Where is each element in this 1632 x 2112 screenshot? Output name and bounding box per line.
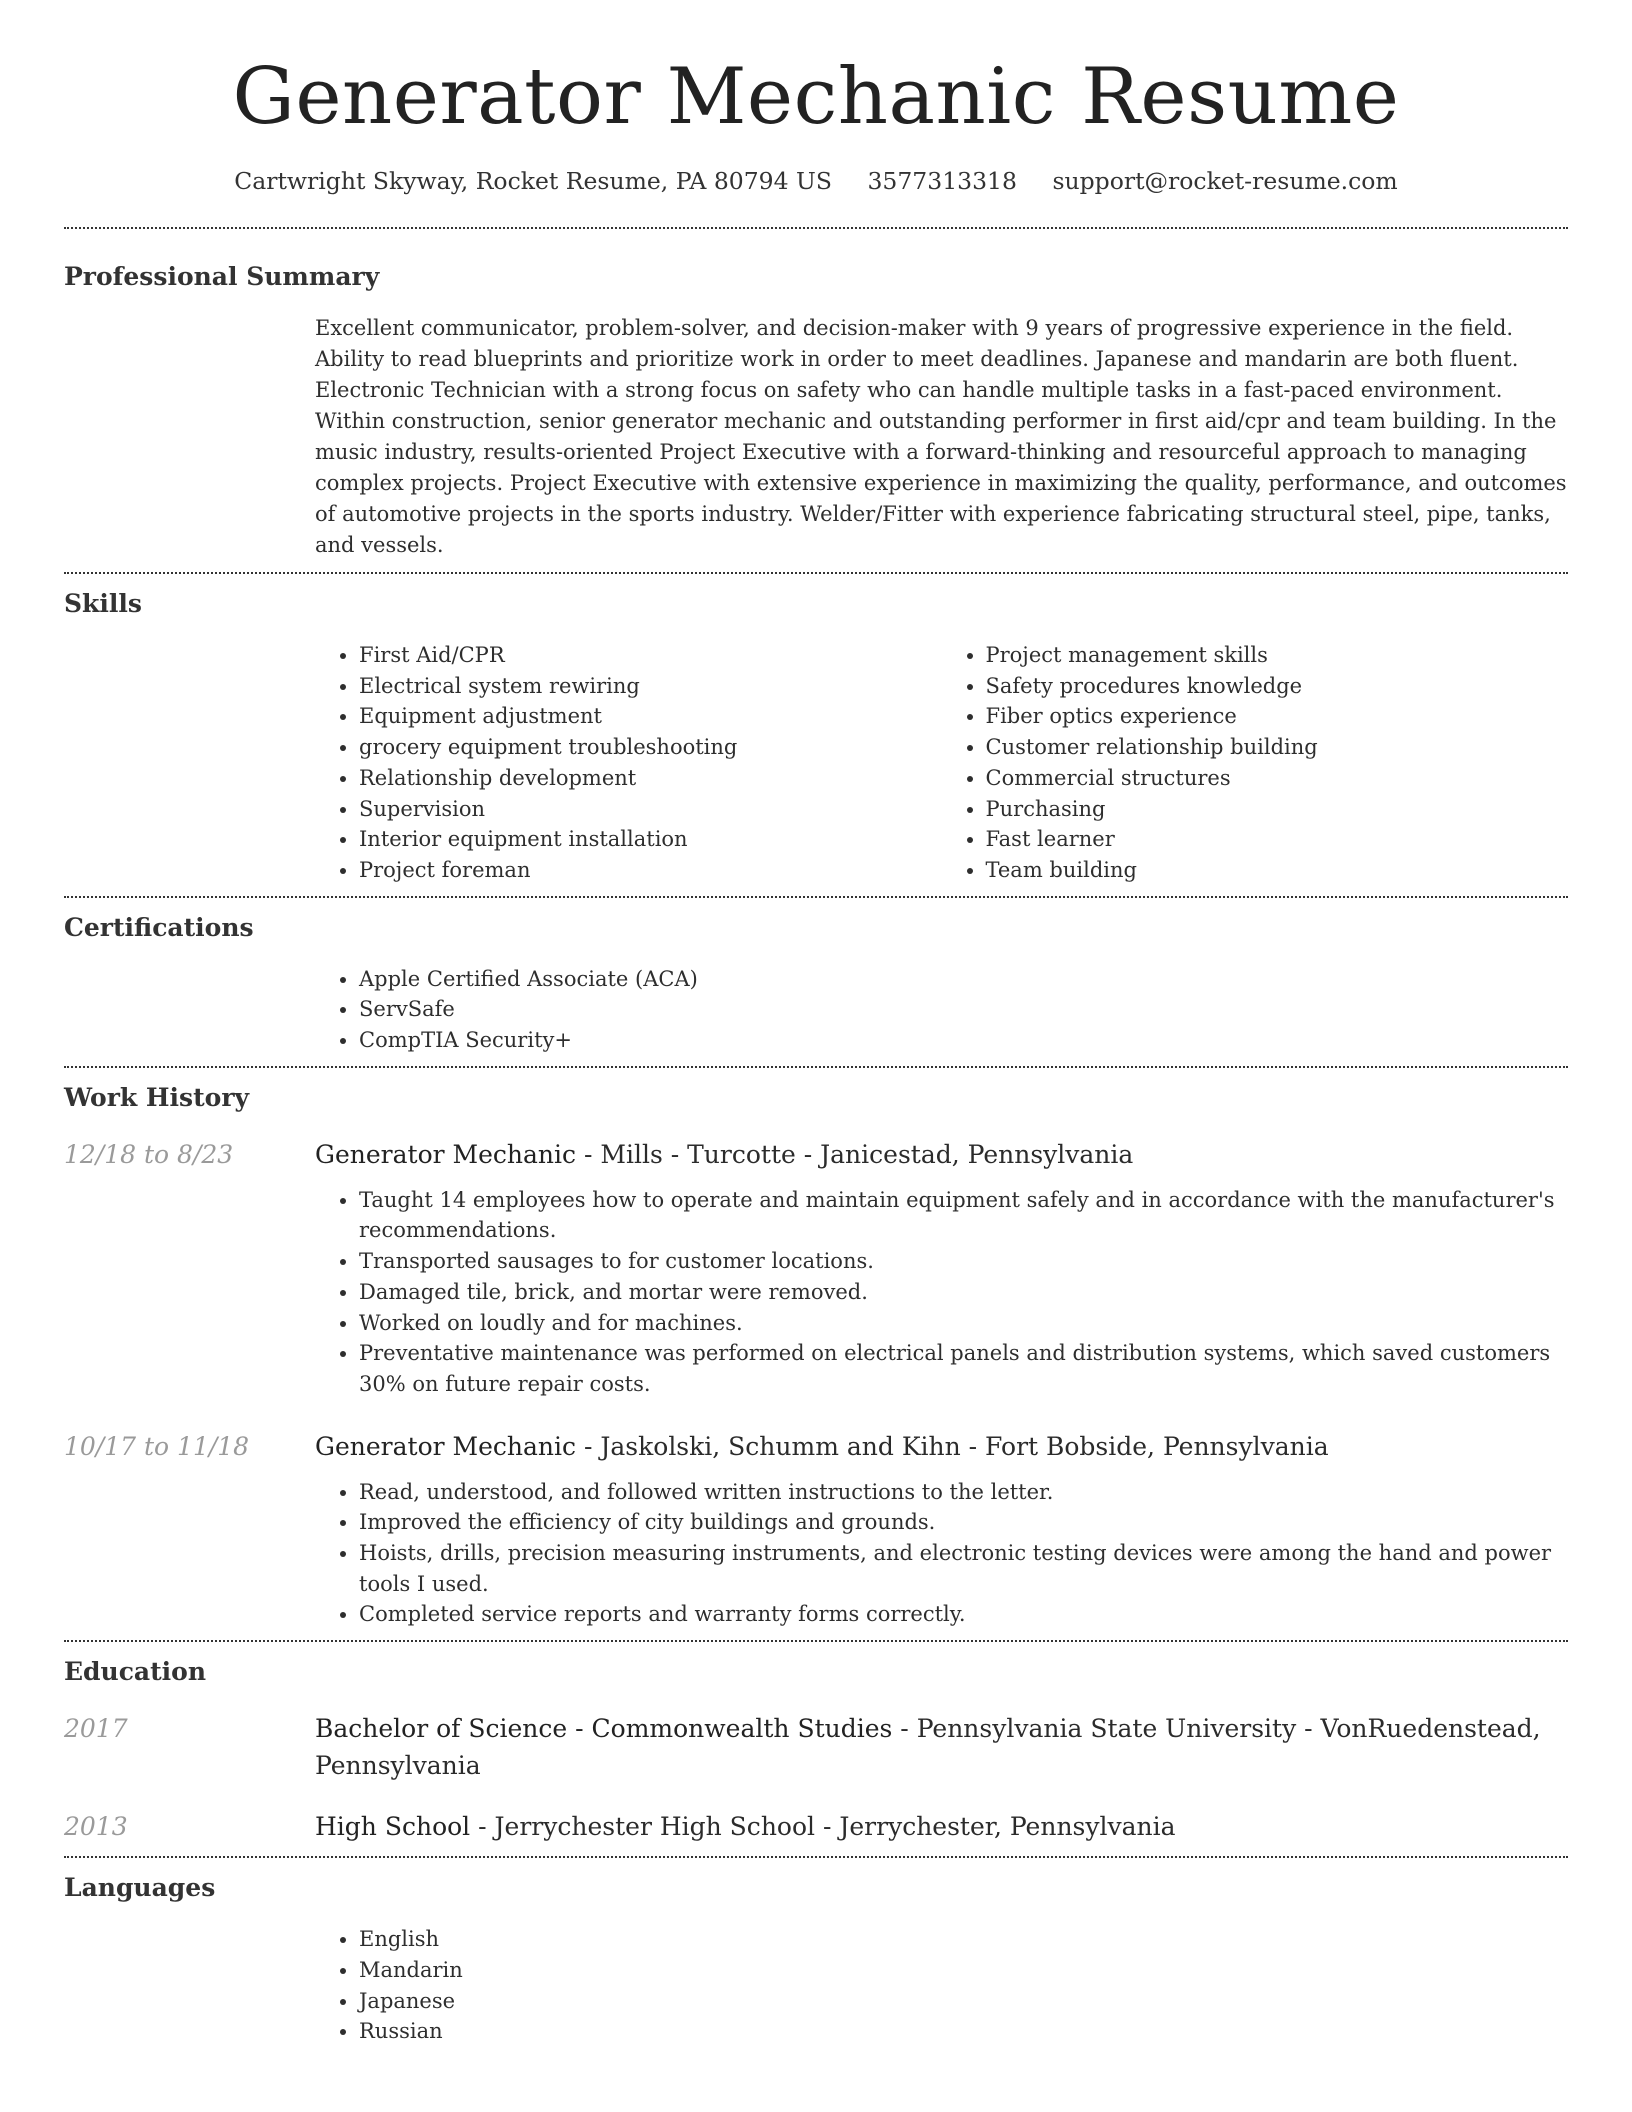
- education-section: [64, 1654, 1568, 1845]
- skills-list-right: [942, 640, 1569, 886]
- certifications-section: [64, 910, 1568, 1056]
- contact-line: [64, 164, 1568, 198]
- list-item: • Improved the efficiency of city buildings and grounds.: [359, 1507, 1568, 1538]
- job-role: Generator Mechanic: [315, 1139, 577, 1169]
- list-item: • Japanese: [359, 1986, 1568, 2017]
- list-item: • Customer relationship building: [986, 732, 1569, 763]
- list-item: • Preventative maintenance was performed on electrical panels and distribution systems, which saved customers 30% on future repair costs.: [359, 1338, 1568, 1399]
- list-item: • Transported sausages to for customer locations.: [359, 1246, 1568, 1277]
- list-item: • Taught 14 employees how to operate and maintain equipment safely and in accordance with the manufacturer's recommendations.: [359, 1185, 1568, 1246]
- list-item: • Supervision: [359, 794, 942, 825]
- education-degree: Bachelor of Science - Commonwealth Studies: [315, 1714, 893, 1744]
- job-title: [315, 1428, 1329, 1465]
- list-item: • CompTIA Security+: [359, 1025, 1568, 1056]
- list-item: • Apple Certified Associate (ACA): [359, 964, 1568, 995]
- section-divider: [64, 572, 1568, 574]
- work-history-section: [64, 1080, 1568, 1630]
- list-item: • grocery equipment troubleshooting: [359, 732, 942, 763]
- list-item: • Fast learner: [986, 824, 1569, 855]
- job-company: - Mills - Turcotte - Janicestad, Pennsylvania: [576, 1139, 1134, 1169]
- languages-heading: Languages: [64, 1873, 216, 1903]
- list-item: • Commercial structures: [986, 763, 1569, 794]
- list-item: • Worked on loudly and for machines.: [359, 1308, 1568, 1339]
- section-divider: [64, 1066, 1568, 1068]
- section-divider: [64, 227, 1568, 229]
- job-bullets: [315, 1185, 1568, 1400]
- list-item: • Purchasing: [986, 794, 1569, 825]
- list-item: • Safety procedures knowledge: [986, 671, 1569, 702]
- job-date: 10/17 to 11/18: [64, 1431, 250, 1461]
- job-title: [315, 1136, 1133, 1173]
- job-date: 12/18 to 8/23: [64, 1139, 234, 1169]
- list-item: • Interior equipment installation: [359, 824, 942, 855]
- list-item: • ServSafe: [359, 994, 1568, 1025]
- list-item: • Fiber optics experience: [986, 701, 1569, 732]
- education-degree: High School: [315, 1812, 471, 1842]
- contact-email: support@rocket-resume.com: [1052, 167, 1398, 195]
- education-title: [315, 1710, 1568, 1784]
- list-item: • Completed service reports and warranty forms correctly.: [359, 1599, 1568, 1630]
- education-school: - Pennsylvania State University - VonRuedenstead, Pennsylvania: [315, 1714, 1541, 1781]
- section-divider: [64, 896, 1568, 898]
- job-entry: [64, 1136, 1568, 1173]
- summary-text: Excellent communicator, problem-solver, and decision-maker with 9 years of progressive experience in the field. Ability to read blueprints and prioritize work in order to meet deadlines. Japanese and mandarin are both fluent. Electronic Technician with a strong focus on safety who can handle multiple tasks in a fast-paced environment. Within construction, senior generator mechanic and outstanding performer in first aid/cpr and team building. In the music industry, results-oriented Project Executive with a forward-thinking and resourceful approach to managing complex projects. Project Executive with extensive experience in maximizing the quality, performance, and outcomes of automotive projects in the sports industry. Welder/Fitter with experience fabricating structural steel, pipe, tanks, and vessels.: [315, 316, 1567, 557]
- list-item: • Project management skills: [986, 640, 1569, 671]
- education-entry: [64, 1808, 1568, 1845]
- languages-section: [64, 1870, 1568, 2047]
- education-date: 2013: [64, 1812, 128, 1842]
- education-entry: [64, 1710, 1568, 1784]
- contact-phone: 3577313318: [867, 167, 1017, 195]
- education-date: 2017: [64, 1714, 128, 1744]
- list-item: • Equipment adjustment: [359, 701, 942, 732]
- list-item: • Russian: [359, 2016, 1568, 2047]
- skills-section: [64, 586, 1568, 886]
- resume-page: [64, 0, 1568, 2047]
- list-item: • Relationship development: [359, 763, 942, 794]
- job-entry: [64, 1428, 1568, 1465]
- summary-heading: Professional Summary: [64, 262, 380, 291]
- job-company: - Jaskolski, Schumm and Kihn - Fort Bobside, Pennsylvania: [576, 1431, 1329, 1461]
- list-item: • Hoists, drills, precision measuring instruments, and electronic testing devices were among the hand and power tools I used.: [359, 1538, 1568, 1599]
- languages-list: [315, 1924, 1568, 2047]
- list-item: • Project foreman: [359, 855, 942, 886]
- list-item: • Team building: [986, 855, 1569, 886]
- job-role: Generator Mechanic: [315, 1431, 577, 1461]
- education-heading: Education: [64, 1657, 207, 1687]
- job-bullets: [315, 1477, 1568, 1631]
- resume-title: Generator Mechanic Resume: [232, 52, 1400, 142]
- education-school: - Jerrychester High School - Jerrychester, Pennsylvania: [470, 1812, 1176, 1842]
- work-history-heading: Work History: [64, 1082, 250, 1112]
- list-item: • English: [359, 1924, 1568, 1955]
- skills-list-left: [315, 640, 942, 886]
- section-divider: [64, 1640, 1568, 1642]
- certifications-list: [315, 964, 1568, 1056]
- section-divider: [64, 1856, 1568, 1858]
- skills-heading: Skills: [64, 589, 142, 618]
- list-item: • Read, understood, and followed written instructions to the letter.: [359, 1477, 1568, 1508]
- contact-address: Cartwright Skyway, Rocket Resume, PA 80794 US: [234, 167, 832, 195]
- certifications-heading: Certifications: [64, 912, 254, 942]
- list-item: • Electrical system rewiring: [359, 671, 942, 702]
- education-title: [315, 1808, 1176, 1845]
- list-item: • Mandarin: [359, 1955, 1568, 1986]
- list-item: • First Aid/CPR: [359, 640, 942, 671]
- list-item: • Damaged tile, brick, and mortar were removed.: [359, 1277, 1568, 1308]
